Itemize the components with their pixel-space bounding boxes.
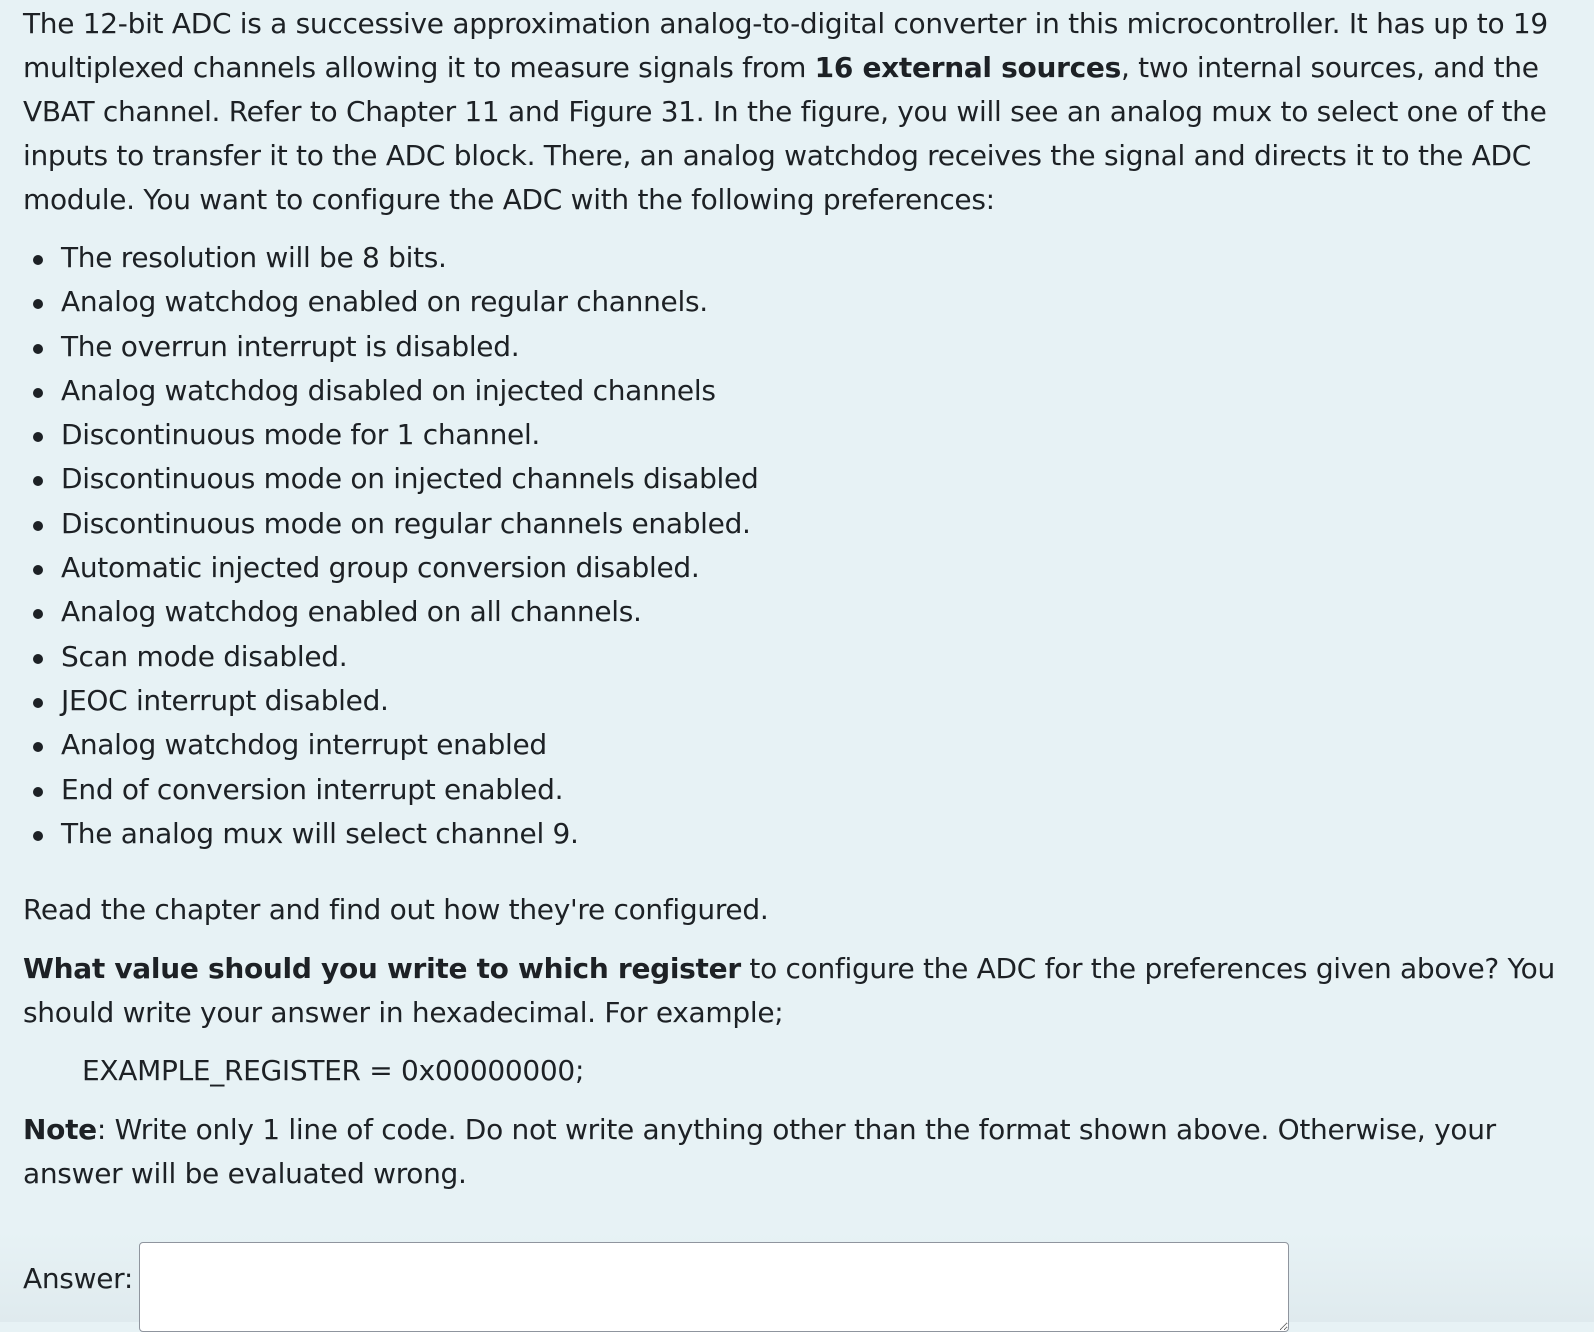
bullet-icon [33, 476, 43, 486]
intro-text-start: The 12-bit ADC is a successive approximation analog-to-digital converter in this microcontroller. It has up to 19 multiplexed channels allowing it to measure signals from [23, 7, 1548, 84]
intro-text-end: , two internal sources, and the VBAT channel. Refer to Chapter 11 and Figure 31. In the figure, you will see an analog mux to select one of the inputs to transfer it to the ADC block. There, an analog watchdog receives the signal and directs it to the ADC module. You want to configure the ADC with the following preferences: [23, 51, 1547, 216]
bullet-icon [33, 255, 43, 265]
preferences-list [23, 236, 1583, 856]
read-instruction: Read the chapter and find out how they're configured. [23, 893, 769, 927]
note-paragraph [23, 1108, 1583, 1196]
bullet-icon [33, 299, 43, 309]
preference-item: The analog mux will select channel 9. [23, 812, 1583, 856]
prompt-emphasis: What value should you write to which register [23, 952, 741, 986]
bullet-icon [33, 742, 43, 752]
bullet-icon [33, 432, 43, 442]
preference-item: Analog watchdog disabled on injected channels [23, 369, 1583, 413]
preference-item: The overrun interrupt is disabled. [23, 325, 1583, 369]
bullet-icon [33, 654, 43, 664]
bullet-icon [33, 831, 43, 841]
answer-label: Answer: [23, 1262, 133, 1295]
intro-emphasis: 16 external sources [814, 51, 1121, 84]
preference-item: Discontinuous mode for 1 channel. [23, 413, 1583, 457]
example-code: EXAMPLE_REGISTER = 0x00000000; [82, 1054, 585, 1088]
question-prompt [23, 947, 1583, 1035]
answer-input[interactable] [139, 1242, 1289, 1332]
bullet-icon [33, 521, 43, 531]
bullet-icon [33, 565, 43, 575]
preference-item: End of conversion interrupt enabled. [23, 768, 1583, 812]
preference-item: Analog watchdog interrupt enabled [23, 723, 1583, 767]
preference-item: Analog watchdog enabled on all channels. [23, 590, 1583, 634]
preference-item: Scan mode disabled. [23, 635, 1583, 679]
bullet-icon [33, 388, 43, 398]
bullet-icon [33, 609, 43, 619]
bullet-icon [33, 698, 43, 708]
preference-item: Automatic injected group conversion disabled. [23, 546, 1583, 590]
preference-item: The resolution will be 8 bits. [23, 236, 1583, 280]
preference-item: Discontinuous mode on regular channels enabled. [23, 502, 1583, 546]
preference-item: Analog watchdog enabled on regular channels. [23, 280, 1583, 324]
bullet-icon [33, 787, 43, 797]
note-text: : Write only 1 line of code. Do not write anything other than the format shown above. Otherwise, your answer will be evaluated wrong. [23, 1113, 1496, 1191]
prompt-text: to configure the ADC for the preferences given above? You should write your answer in hexadecimal. For example; [23, 952, 1555, 1030]
preference-item: JEOC interrupt disabled. [23, 679, 1583, 723]
preference-item: Discontinuous mode on injected channels disabled [23, 457, 1583, 501]
question-text [23, 0, 1583, 1196]
note-label: Note [23, 1113, 97, 1147]
intro-paragraph [23, 2, 1583, 222]
bullet-icon [33, 344, 43, 354]
